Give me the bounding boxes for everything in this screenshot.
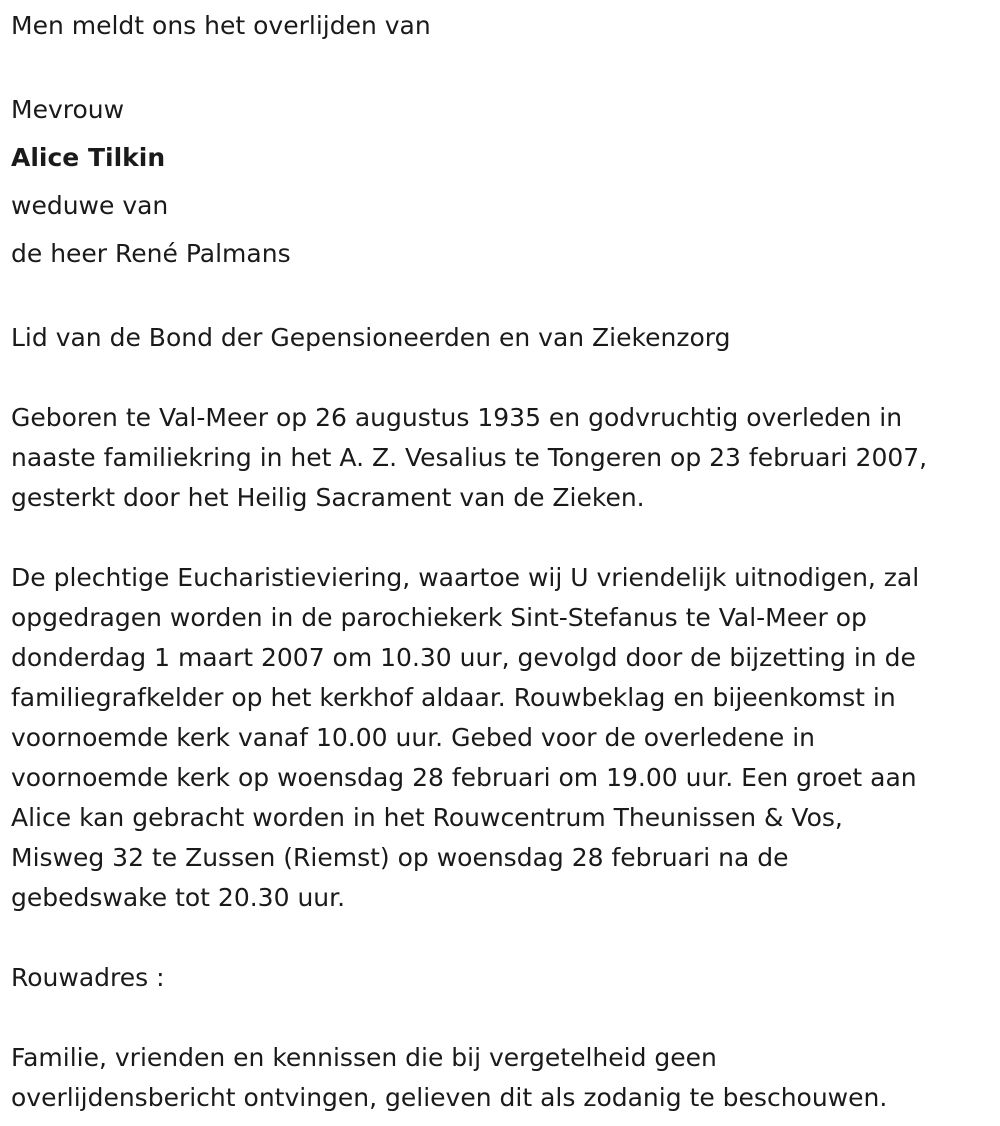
paragraph-line: donderdag 1 maart 2007 om 10.30 uur, gevolgd door de bijzetting in de (11, 643, 916, 672)
paragraph-line: naaste familiekring in het A. Z. Vesalius te Tongeren op 23 februari 2007, (11, 443, 928, 472)
spacer (11, 278, 1000, 318)
paragraph-line: gebedswake tot 20.30 uur. (11, 883, 346, 912)
deceased-name: Alice Tilkin (11, 143, 166, 172)
birth-death-paragraph (11, 398, 1000, 518)
paragraph-line: Familie, vrienden en kennissen die bij vergetelheid geen (11, 1043, 717, 1072)
spacer (11, 998, 1000, 1038)
paragraph-line: Misweg 32 te Zussen (Riemst) op woensdag 28 februari na de (11, 843, 789, 872)
spacer (11, 918, 1000, 958)
paragraph-line: Alice kan gebracht worden in het Rouwcentrum Theunissen & Vos, (11, 803, 843, 832)
paragraph-line: gesterkt door het Heilig Sacrament van de Zieken. (11, 483, 645, 512)
title-line: Mevrouw (11, 95, 125, 124)
closing-paragraph (11, 1038, 1000, 1118)
paragraph-line: De plechtige Eucharistieviering, waartoe wij U vriendelijk uitnodigen, zal (11, 563, 920, 592)
membership-line: Lid van de Bond der Gepensioneerden en van Ziekenzorg (11, 323, 731, 352)
ceremony-paragraph (11, 558, 1000, 918)
deceased-block (11, 86, 1000, 278)
intro-line: Men meldt ons het overlijden van (11, 11, 431, 40)
paragraph-line: opgedragen worden in de parochiekerk Sint-Stefanus te Val-Meer op (11, 603, 867, 632)
paragraph-line: overlijdensbericht ontvingen, gelieven dit als zodanig te beschouwen. (11, 1083, 888, 1112)
paragraph-line: voornoemde kerk op woensdag 28 februari om 19.00 uur. Een groet aan (11, 763, 917, 792)
spacer (11, 358, 1000, 398)
spacer (11, 46, 1000, 86)
address-label: Rouwadres : (11, 963, 165, 992)
paragraph-line: voornoemde kerk vanaf 10.00 uur. Gebed voor de overledene in (11, 723, 815, 752)
spacer (11, 518, 1000, 558)
spouse-line: de heer René Palmans (11, 239, 291, 268)
relation-line: weduwe van (11, 191, 169, 220)
paragraph-line: familiegrafkelder op het kerkhof aldaar. Rouwbeklag en bijeenkomst in (11, 683, 896, 712)
paragraph-line: Geboren te Val-Meer op 26 augustus 1935 en godvruchtig overleden in (11, 403, 903, 432)
